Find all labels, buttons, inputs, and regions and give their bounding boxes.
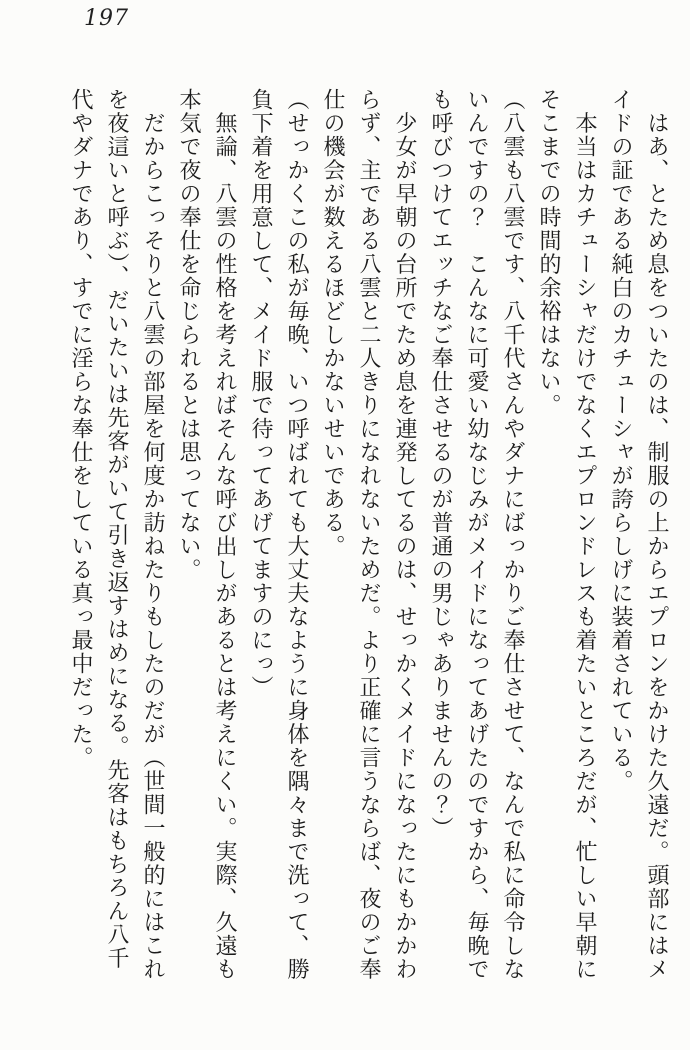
text-line: 本気で夜の奉仕を命じられるとは思ってない。: [176, 88, 201, 582]
text-line: も呼びつけてエッチなご奉仕させるのが普通の男じゃありませんの？）: [428, 88, 453, 840]
text-line: 無論、八雲の性格を考えればそんな呼び出しがあるとは考えにくい。実際、久遠も: [212, 88, 237, 981]
text-line: 負下着を用意して、メイド服で待ってあげてますのにっ）: [248, 88, 273, 699]
text-line: 仕の機会が数えるほどしかないせいである。: [320, 88, 345, 558]
text-line: 代やダナであり、すでに淫らな奉仕をしている真っ最中だった。: [68, 88, 93, 770]
text-line: らず、主である八雲と二人きりになれないためだ。より正確に言うならば、夜のご奉: [356, 88, 381, 981]
text-line: だからこっそりと八雲の部屋を何度か訪ねたりもしたのだが（世間一般的にはこれ: [140, 88, 165, 981]
page-number: 197: [84, 6, 129, 31]
text-line: いんですの？ こんなに可愛い幼なじみがメイドになってあげたのですから、毎晩で: [464, 88, 489, 981]
text-line: はあ、とため息をついたのは、制服の上からエプロンをかけた久遠だ。頭部にはメ: [644, 88, 669, 981]
text-line: 少女が早朝の台所でため息を連発してるのは、せっかくメイドになったにもかかわ: [392, 88, 417, 981]
text-line: （せっかくこの私が毎晩、いつ呼ばれても大丈夫なように身体を隅々まで洗って、勝: [284, 88, 309, 981]
text-line: イドの証である純白のカチューシャが誇らしげに装着されている。: [608, 88, 633, 793]
text-line: を夜這いと呼ぶ）、だいたいは先客がいて引き返すはめになる。先客はもちろん八千: [104, 88, 129, 970]
vertical-text-block: [62, 88, 674, 1016]
text-line: （八雲も八雲です、八千代さんやダナにばっかりご奉仕させて、なんで私に命令しな: [500, 88, 525, 981]
text-line: そこまでの時間的余裕はない。: [536, 88, 561, 417]
text-line: 本当はカチューシャだけでなくエプロンドレスも着たいところだが、忙しい早朝に: [572, 88, 597, 981]
